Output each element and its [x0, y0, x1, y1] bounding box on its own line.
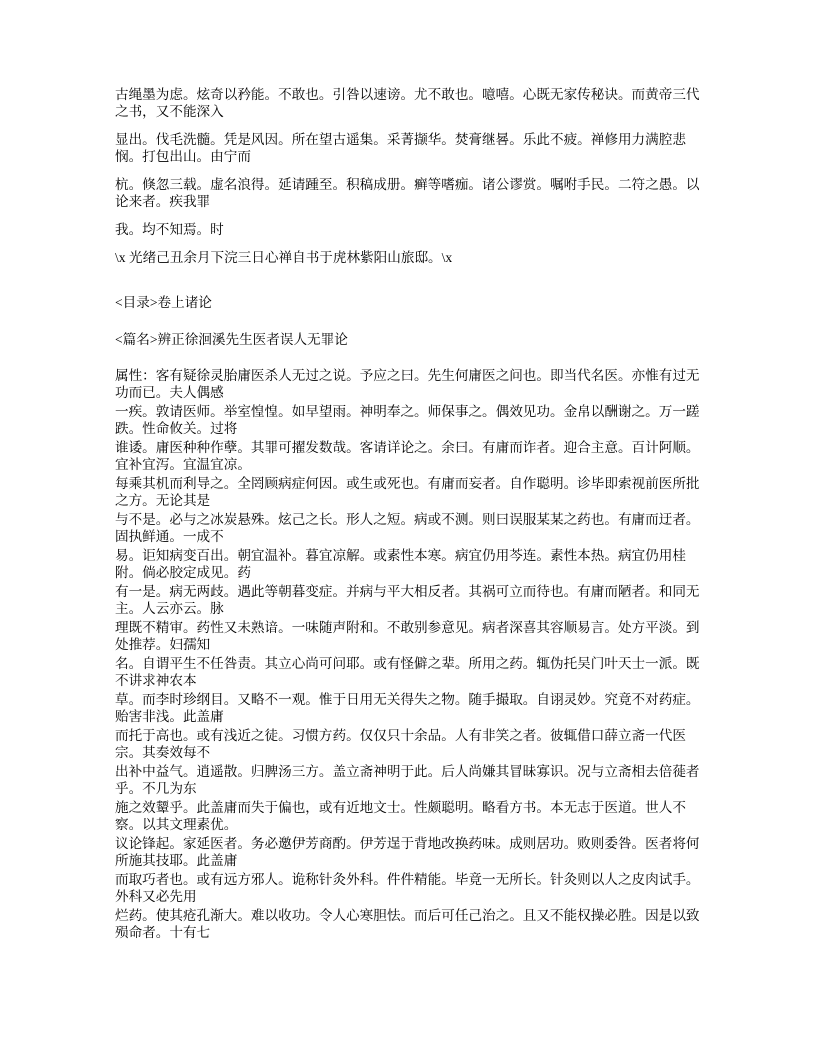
text-line: \x 光绪己丑余月下浣三日心禅自书于虎林紫阳山旅邸。\x	[115, 250, 453, 265]
text-line: 名。自谓平生不任咎责。其立心尚可问耶。或有怪僻之辈。所用之药。辄伪托吴门叶天士一派。既不讲求神农本	[115, 656, 700, 688]
text-line: 易。讵知病变百出。朝宜温补。暮宜凉解。或素性本寒。病宜仍用芩连。素性本热。病宜仍用桂附。倘必胶定成见。药	[115, 548, 686, 580]
text-line: 而取巧者也。或有远方邪人。诡称针灸外科。件件精能。毕竟一无所长。针灸则以人之皮肉试手。外科又必先用	[115, 872, 700, 904]
text-line: 一疾。敦请医师。举室惶惶。如早望雨。神明奉之。师保事之。偶效见功。金帛以酬谢之。万一蹉跌。性命攸关。过将	[115, 404, 700, 436]
toc-heading: <目录>卷上诸论	[115, 295, 212, 310]
text-line: 有一是。病无两歧。遇此等朝暮变症。并病与平大相反者。其祸可立而待也。有庸而陋者。和同无主。人云亦云。脉	[115, 584, 700, 616]
text-line: 显出。伐毛洗髓。凭是风因。所在望古遥集。采菁撷华。焚膏继晷。乐此不疲。禅修用力满腔悲悯。打包出山。由宁而	[115, 132, 686, 164]
preface-block	[115, 86, 702, 266]
text-line: 而托于高也。或有浅近之徒。习惯方药。仅仅只十余品。人有非笑之者。彼辄借口薛立斋一代医宗。其奏效每不	[115, 728, 686, 760]
chapter-heading: <篇名>辨正徐洄溪先生医者误人无罪论	[115, 332, 348, 347]
text-line: 我。均不知焉。时	[115, 222, 224, 237]
text-line: 理既不精审。药性又未熟谙。一味随声附和。不敢别参意见。病者深喜其容顺易言。处方平淡。到处推荐。妇孺知	[115, 620, 700, 652]
text-line: 施之效颦乎。此盖庸而失于偏也，或有近地文士。性颇聪明。略看方书。本无志于医道。世人不察。以其文理素优。	[115, 800, 686, 832]
text-line: 与不是。必与之冰炭悬殊。炫己之长。形人之短。病或不测。则曰误服某某之药也。有庸而迂者。固执鲜通。一成不	[115, 512, 700, 544]
text-line: 议论锋起。家延医者。务必邀伊芳商酌。伊芳逞于背地改换药味。成则居功。败则委咎。医者将何所施其技耶。此盖庸	[115, 836, 700, 868]
text-line: 谁诿。庸医种种作孽。其罪可擢发数哉。客请详论之。余曰。有庸而诈者。迎合主意。百计阿顺。宜补宜泻。宜温宜凉。	[115, 440, 700, 472]
body-block	[115, 367, 702, 941]
text-line: 每乘其机而利导之。全罔顾病症何因。或生或死也。有庸而妄者。自作聪明。诊毕即索视前医所批之方。无论其是	[115, 476, 700, 508]
text-line: 古绳墨为虑。炫奇以矜能。不敢也。引咎以速谤。尤不敢也。噫嘻。心既无家传秘诀。而黄帝三代之书，又不能深入	[115, 87, 700, 119]
text-line: 出补中益气。逍遥散。归脾汤三方。盖立斋神明于此。后人尚嫌其冒昧寡识。况与立斋相去倍蓰者乎。不几为东	[115, 764, 700, 796]
text-line: 属性：客有疑徐灵胎庸医杀人无过之说。予应之曰。先生何庸医之问也。即当代名医。亦惟有过无功而已。夫人偶感	[115, 368, 700, 400]
text-line: 草。而李时珍纲目。又略不一观。惟于日用无关得失之物。随手撮取。自诩灵妙。究竟不对药症。贻害非浅。此盖庸	[115, 692, 700, 724]
text-line: 杭。倏忽三载。虚名浪得。延请踵至。积稿成册。癣等嗜痂。诸公谬赏。嘱咐手民。二符之愚。以论来者。疾我罪	[115, 177, 700, 209]
text-line: 烂药。使其疮孔渐大。难以收功。令人心寒胆怯。而后可任己治之。且又不能权操必胜。因是以致殒命者。十有七	[115, 908, 700, 940]
